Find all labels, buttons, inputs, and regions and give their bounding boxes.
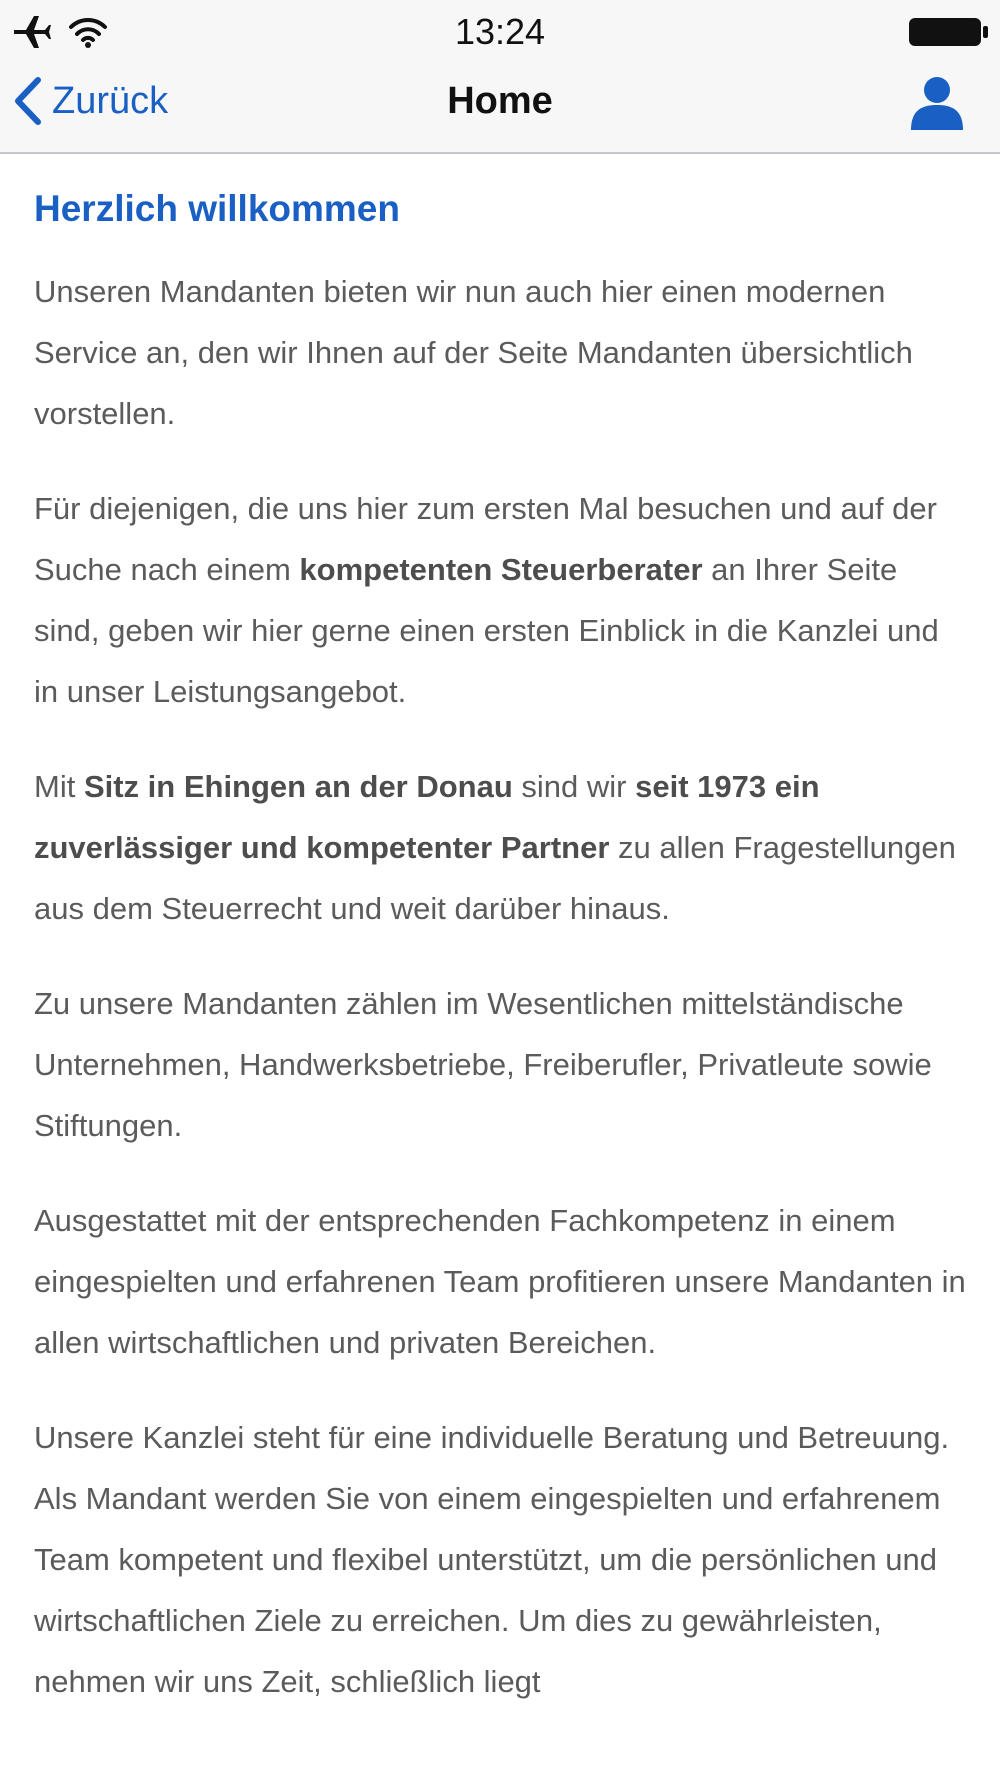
- profile-button[interactable]: [908, 74, 966, 132]
- paragraph-team: Ausgestattet mit der entsprechenden Fachkompetenz in einem eingespielten und erfahrenen Team profitieren unsere Mandanten in allen wirtschaftlichen und privaten Bereichen.: [34, 1203, 966, 1360]
- page-title: Home: [447, 80, 553, 122]
- text-span: zu allen Fragestellungen aus dem Steuerrecht und weit darüber hinaus.: [34, 830, 956, 926]
- back-button-label: Zurück: [52, 79, 169, 122]
- main-content: [34, 185, 969, 1746]
- paragraph-visitors: [34, 478, 969, 722]
- text-span: Mit: [34, 769, 84, 804]
- bold-text: Sitz in Ehingen an der Donau: [83, 769, 513, 804]
- person-icon: [908, 74, 966, 132]
- text-span: Für diejenigen, die uns hier zum ersten Mal besuchen und auf der Suche nach einem: [34, 491, 937, 587]
- text-span: an Ihrer Seite sind, geben wir hier gerne einen ersten Einblick in die Kanzlei und in unser Leistungsangebot.: [34, 552, 939, 709]
- navigation-bar: [0, 66, 1000, 154]
- paragraph-location: [34, 756, 969, 939]
- welcome-heading: Herzlich willkommen: [34, 188, 400, 229]
- battery-icon: [908, 16, 990, 48]
- paragraph-clients: Zu unsere Mandanten zählen im Wesentlichen mittelständische Unternehmen, Handwerksbetriebe, Freiberufler, Privatleute sowie Stiftungen.: [34, 986, 932, 1143]
- status-time: 13:24: [454, 11, 546, 52]
- paragraph-office: Unsere Kanzlei steht für eine individuelle Beratung und Betreuung. Als Mandant werden Sie von einem eingespielten und erfahrenem Team kompetent und flexibel unterstützt, um die persönlichen und wirtschaftlichen Ziele zu erreichen. Um dies zu gewährleisten, nehmen wir uns Zeit, schließlich liegt: [34, 1420, 950, 1699]
- bold-text: kompetenten Steuerberater: [299, 552, 703, 587]
- paragraph-intro: Unseren Mandanten bieten wir nun auch hier einen modernen Service an, den wir Ihnen auf der Seite Mandanten übersichtlich vorstellen.: [34, 274, 913, 431]
- status-bar: [0, 0, 1000, 66]
- bold-text: seit 1973 ein zuverlässiger und kompetenter Partner: [34, 769, 820, 865]
- text-span: sind wir: [512, 769, 636, 804]
